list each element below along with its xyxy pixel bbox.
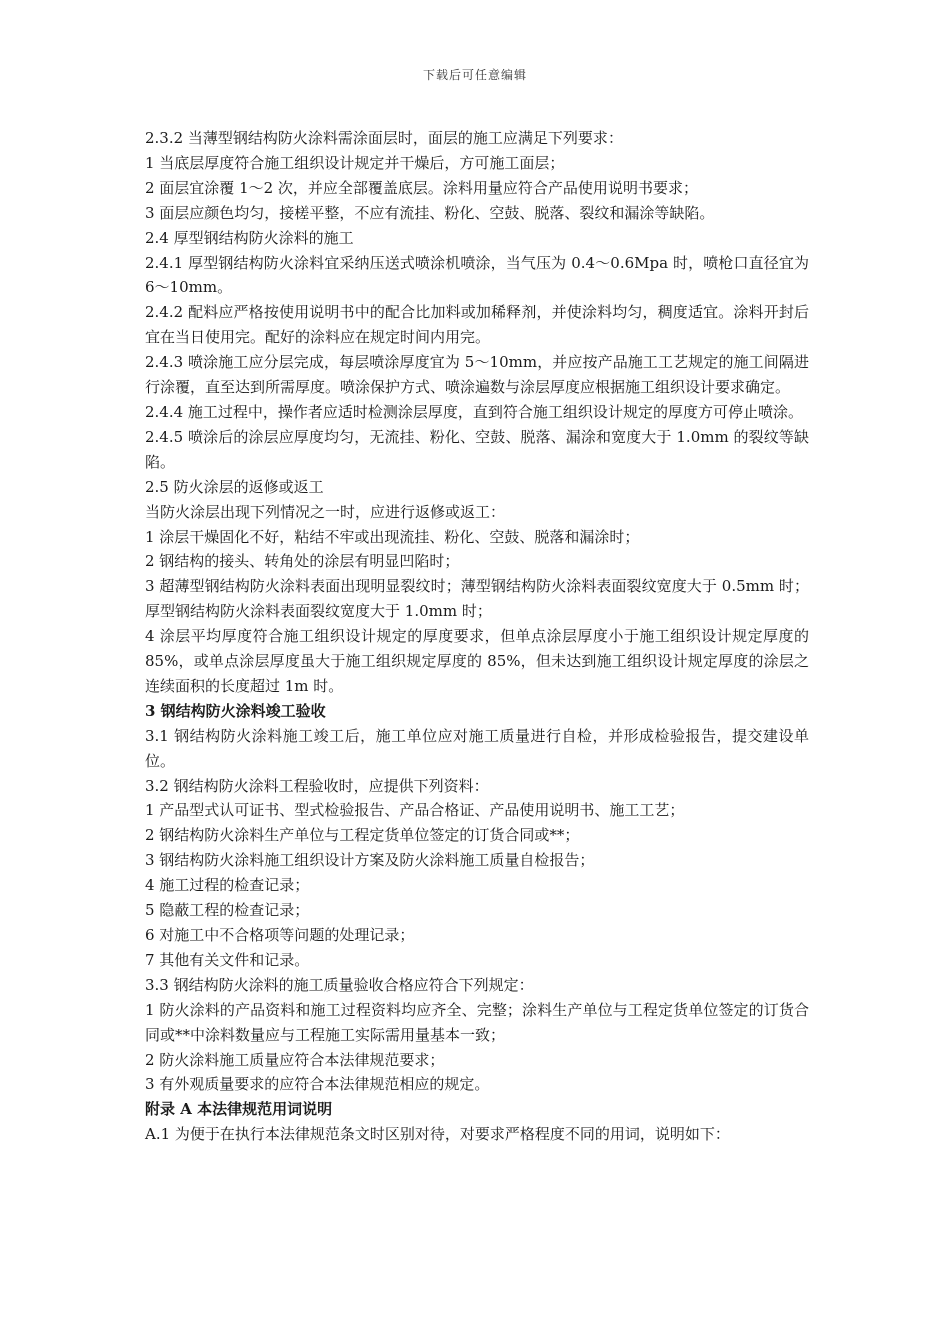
paragraph: 当防火涂层出现下列情况之一时，应进行返修或返工： bbox=[145, 502, 506, 521]
paragraph: 3 有外观质量要求的应符合本法律规范相应的规定。 bbox=[145, 1075, 490, 1094]
paragraph: 3.2 钢结构防火涂料工程验收时，应提供下列资料： bbox=[145, 776, 489, 795]
paragraph: 2.4.4 施工过程中，操作者应适时检测涂层厚度，直到符合施工组织设计规定的厚度方可停止喷涂。 bbox=[145, 402, 803, 421]
paragraph: 3 超薄型钢结构防火涂料表面出现明显裂纹时；薄型钢结构防火涂料表面裂纹宽度大于 0.5mm 时；厚型钢结构防火涂料表面裂纹宽度大于 1.0mm 时； bbox=[145, 577, 809, 621]
paragraph: 2 钢结构防火涂料生产单位与工程定货单位签定的订货合同或**； bbox=[145, 826, 580, 845]
paragraph: 1 防火涂料的产品资料和施工过程资料均应齐全、完整；涂料生产单位与工程定货单位签定的订货合同或**中涂料数量应与工程施工实际需用量基本一致； bbox=[145, 1000, 809, 1044]
paragraph: 6 对施工中不合格项等问题的处理记录； bbox=[145, 926, 415, 944]
paragraph: 3.1 钢结构防火涂料施工竣工后，施工单位应对施工质量进行自检，并形成检验报告，提交建设单位。 bbox=[145, 726, 809, 770]
paragraph: 5 隐蔽工程的检查记录； bbox=[145, 901, 310, 920]
paragraph: 1 涂层干燥固化不好，粘结不牢或出现流挂、粉化、空鼓、脱落和漏涂时； bbox=[145, 527, 640, 546]
paragraph: 2.4.1 厚型钢结构防火涂料宜采纳压送式喷涂机喷涂，当气压为 0.4～0.6Mpa 时，喷枪口直径宜为 6～10mm。 bbox=[145, 253, 809, 297]
paragraph: A.1 为便于在执行本法律规范条文时区别对待，对要求严格程度不同的用词，说明如下： bbox=[145, 1125, 730, 1144]
paragraph: 2 钢结构的接头、转角处的涂层有明显凹陷时； bbox=[145, 552, 460, 571]
paragraph: 2.4 厚型钢结构防火涂料的施工 bbox=[145, 228, 354, 247]
paragraph: 3 钢结构防火涂料施工组织设计方案及防火涂料施工质量自检报告； bbox=[145, 851, 595, 870]
paragraph: 4 施工过程的检查记录； bbox=[145, 876, 310, 895]
paragraph: 2.4.2 配料应严格按使用说明书中的配合比加料或加稀释剂，并使涂料均匀，稠度适宜。涂料开封后宜在当日使用完。配好的涂料应在规定时间内用完。 bbox=[145, 303, 809, 347]
page-header-note: 下载后可任意编辑 bbox=[422, 68, 527, 82]
paragraph: 2 防火涂料施工质量应符合本法律规范要求； bbox=[145, 1050, 445, 1069]
paragraph: 2 面层宜涂覆 1～2 次，并应全部覆盖底层。涂料用量应符合产品使用说明书要求； bbox=[145, 178, 698, 197]
paragraph: 1 产品型式认可证书、型式检验报告、产品合格证、产品使用说明书、施工工艺； bbox=[145, 801, 685, 820]
document-body bbox=[145, 126, 809, 1147]
paragraph: 7 其他有关文件和记录。 bbox=[145, 950, 310, 969]
section-heading: 附录 A 本法律规范用词说明 bbox=[145, 1100, 333, 1119]
paragraph: 1 当底层厚度符合施工组织设计规定并干燥后，方可施工面层； bbox=[145, 153, 565, 172]
paragraph: 3 面层应颜色均匀，接槎平整，不应有流挂、粉化、空鼓、脱落、裂纹和漏涂等缺陷。 bbox=[145, 203, 715, 222]
paragraph: 2.3.2 当薄型钢结构防火涂料需涂面层时，面层的施工应满足下列要求： bbox=[145, 129, 623, 147]
paragraph: 4 涂层平均厚度符合施工组织设计规定的厚度要求，但单点涂层厚度小于施工组织设计规定厚度的 85%，或单点涂层厚度虽大于施工组织规定厚度的 85%，但未达到施工组织设计规定厚度的涂层之连续面积的长度超过 1m 时。 bbox=[145, 627, 809, 695]
paragraph: 3.3 钢结构防火涂料的施工质量验收合格应符合下列规定： bbox=[145, 975, 534, 994]
paragraph: 2.4.3 喷涂施工应分层完成，每层喷涂厚度宜为 5～10mm，并应按产品施工工艺规定的施工间隔进行涂覆，直至达到所需厚度。喷涂保护方式、喷涂遍数与涂层厚度应根据施工组织设计要求确定。 bbox=[145, 353, 809, 397]
paragraph: 2.5 防火涂层的返修或返工 bbox=[145, 477, 324, 496]
section-heading: 3 钢结构防火涂料竣工验收 bbox=[145, 701, 326, 720]
paragraph: 2.4.5 喷涂后的涂层应厚度均匀，无流挂、粉化、空鼓、脱落、漏涂和宽度大于 1.0mm 的裂纹等缺陷。 bbox=[145, 427, 809, 471]
